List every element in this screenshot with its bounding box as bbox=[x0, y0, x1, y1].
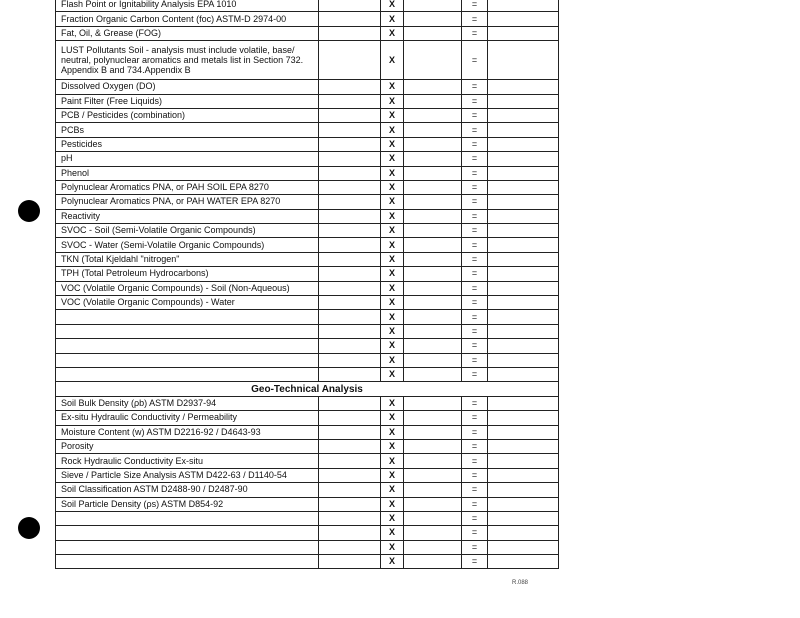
x-mark-cell: X bbox=[381, 166, 404, 180]
analysis-row bbox=[56, 483, 559, 497]
analysis-row bbox=[56, 353, 559, 367]
analysis-name-cell: Fraction Organic Carbon Content (foc) ASTM-D 2974-00 bbox=[56, 12, 319, 26]
equals-cell: = bbox=[462, 26, 488, 40]
analysis-row bbox=[56, 180, 559, 194]
analysis-name-cell bbox=[56, 555, 319, 569]
analysis-name-cell bbox=[56, 367, 319, 381]
equals-cell: = bbox=[462, 41, 488, 80]
blank-cell bbox=[404, 454, 462, 468]
blank-cell bbox=[319, 526, 381, 540]
analysis-row bbox=[56, 123, 559, 137]
section-title: Geo-Technical Analysis bbox=[56, 382, 559, 396]
blank-cell bbox=[404, 296, 462, 310]
analysis-row bbox=[56, 425, 559, 439]
analysis-row bbox=[56, 238, 559, 252]
equals-cell: = bbox=[462, 411, 488, 425]
x-mark-cell: X bbox=[381, 108, 404, 122]
x-mark-cell: X bbox=[381, 41, 404, 80]
blank-cell bbox=[404, 526, 462, 540]
analysis-row bbox=[56, 339, 559, 353]
analysis-row bbox=[56, 540, 559, 554]
analysis-name-cell: LUST Pollutants Soil - analysis must include volatile, base/ neutral, polynuclear aromatics and metals list in Section 732. Appendix B and 734.Appendix B bbox=[56, 41, 319, 80]
blank-cell bbox=[319, 497, 381, 511]
blank-cell bbox=[319, 80, 381, 94]
blank-cell bbox=[319, 454, 381, 468]
blank-cell bbox=[488, 94, 559, 108]
analysis-row bbox=[56, 0, 559, 12]
analysis-name-cell: Reactivity bbox=[56, 209, 319, 223]
section-header-row bbox=[56, 382, 559, 396]
equals-cell: = bbox=[462, 296, 488, 310]
analysis-row bbox=[56, 324, 559, 338]
x-mark-cell: X bbox=[381, 0, 404, 12]
x-mark-cell: X bbox=[381, 123, 404, 137]
blank-cell bbox=[488, 238, 559, 252]
analysis-name-cell: TPH (Total Petroleum Hydrocarbons) bbox=[56, 267, 319, 281]
x-mark-cell: X bbox=[381, 526, 404, 540]
equals-cell: = bbox=[462, 540, 488, 554]
x-mark-cell: X bbox=[381, 94, 404, 108]
blank-cell bbox=[488, 468, 559, 482]
blank-cell bbox=[488, 353, 559, 367]
equals-cell: = bbox=[462, 209, 488, 223]
blank-cell bbox=[319, 94, 381, 108]
equals-cell: = bbox=[462, 353, 488, 367]
blank-cell bbox=[319, 12, 381, 26]
blank-cell bbox=[319, 483, 381, 497]
blank-cell bbox=[319, 281, 381, 295]
x-mark-cell: X bbox=[381, 497, 404, 511]
equals-cell: = bbox=[462, 0, 488, 12]
blank-cell bbox=[404, 195, 462, 209]
analysis-row bbox=[56, 224, 559, 238]
analysis-row bbox=[56, 511, 559, 525]
equals-cell: = bbox=[462, 454, 488, 468]
blank-cell bbox=[319, 166, 381, 180]
blank-cell bbox=[319, 511, 381, 525]
analysis-row bbox=[56, 526, 559, 540]
blank-cell bbox=[488, 195, 559, 209]
analysis-row bbox=[56, 108, 559, 122]
blank-cell bbox=[319, 411, 381, 425]
binder-hole-bottom bbox=[18, 517, 40, 539]
blank-cell bbox=[319, 137, 381, 151]
x-mark-cell: X bbox=[381, 80, 404, 94]
x-mark-cell: X bbox=[381, 439, 404, 453]
blank-cell bbox=[404, 26, 462, 40]
blank-cell bbox=[404, 353, 462, 367]
equals-cell: = bbox=[462, 108, 488, 122]
analysis-name-cell bbox=[56, 540, 319, 554]
blank-cell bbox=[319, 41, 381, 80]
blank-cell bbox=[488, 296, 559, 310]
x-mark-cell: X bbox=[381, 396, 404, 410]
analysis-name-cell: PCBs bbox=[56, 123, 319, 137]
blank-cell bbox=[404, 468, 462, 482]
blank-cell bbox=[488, 12, 559, 26]
analysis-name-cell bbox=[56, 526, 319, 540]
analysis-row bbox=[56, 454, 559, 468]
blank-cell bbox=[488, 267, 559, 281]
x-mark-cell: X bbox=[381, 540, 404, 554]
analysis-row bbox=[56, 439, 559, 453]
analysis-row bbox=[56, 555, 559, 569]
blank-cell bbox=[488, 180, 559, 194]
blank-cell bbox=[404, 425, 462, 439]
blank-cell bbox=[404, 224, 462, 238]
analysis-row bbox=[56, 252, 559, 266]
analysis-name-cell: TKN (Total Kjeldahl "nitrogen" bbox=[56, 252, 319, 266]
equals-cell: = bbox=[462, 367, 488, 381]
blank-cell bbox=[404, 511, 462, 525]
equals-cell: = bbox=[462, 396, 488, 410]
analysis-row bbox=[56, 26, 559, 40]
x-mark-cell: X bbox=[381, 555, 404, 569]
page-code: R.088 bbox=[512, 580, 529, 586]
blank-cell bbox=[319, 425, 381, 439]
analysis-name-cell: Polynuclear Aromatics PNA, or PAH WATER EPA 8270 bbox=[56, 195, 319, 209]
equals-cell: = bbox=[462, 324, 488, 338]
equals-cell: = bbox=[462, 468, 488, 482]
analysis-row bbox=[56, 80, 559, 94]
x-mark-cell: X bbox=[381, 12, 404, 26]
analysis-row bbox=[56, 281, 559, 295]
blank-cell bbox=[319, 310, 381, 324]
blank-cell bbox=[319, 238, 381, 252]
analysis-row bbox=[56, 41, 559, 80]
binder-hole-top bbox=[18, 200, 40, 222]
x-mark-cell: X bbox=[381, 367, 404, 381]
analysis-row bbox=[56, 209, 559, 223]
analysis-name-cell: SVOC - Soil (Semi-Volatile Organic Compounds) bbox=[56, 224, 319, 238]
analysis-row bbox=[56, 310, 559, 324]
equals-cell: = bbox=[462, 526, 488, 540]
equals-cell: = bbox=[462, 267, 488, 281]
analysis-row bbox=[56, 411, 559, 425]
equals-cell: = bbox=[462, 281, 488, 295]
blank-cell bbox=[488, 526, 559, 540]
x-mark-cell: X bbox=[381, 353, 404, 367]
analysis-name-cell: Soil Classification ASTM D2488-90 / D2487-90 bbox=[56, 483, 319, 497]
blank-cell bbox=[488, 281, 559, 295]
x-mark-cell: X bbox=[381, 252, 404, 266]
analysis-name-cell: VOC (Volatile Organic Compounds) - Soil (Non-Aqueous) bbox=[56, 281, 319, 295]
equals-cell: = bbox=[462, 497, 488, 511]
blank-cell bbox=[319, 123, 381, 137]
equals-cell: = bbox=[462, 439, 488, 453]
analysis-name-cell bbox=[56, 353, 319, 367]
x-mark-cell: X bbox=[381, 267, 404, 281]
analysis-name-cell: Paint Filter (Free Liquids) bbox=[56, 94, 319, 108]
blank-cell bbox=[319, 555, 381, 569]
equals-cell: = bbox=[462, 339, 488, 353]
equals-cell: = bbox=[462, 238, 488, 252]
blank-cell bbox=[488, 166, 559, 180]
equals-cell: = bbox=[462, 310, 488, 324]
blank-cell bbox=[319, 108, 381, 122]
blank-cell bbox=[404, 281, 462, 295]
equals-cell: = bbox=[462, 555, 488, 569]
blank-cell bbox=[404, 80, 462, 94]
blank-cell bbox=[488, 497, 559, 511]
analysis-row bbox=[56, 12, 559, 26]
blank-cell bbox=[319, 540, 381, 554]
analysis-row bbox=[56, 396, 559, 410]
analysis-row bbox=[56, 267, 559, 281]
blank-cell bbox=[404, 555, 462, 569]
analysis-name-cell: Porosity bbox=[56, 439, 319, 453]
analysis-row bbox=[56, 497, 559, 511]
blank-cell bbox=[404, 439, 462, 453]
x-mark-cell: X bbox=[381, 468, 404, 482]
x-mark-cell: X bbox=[381, 310, 404, 324]
x-mark-cell: X bbox=[381, 224, 404, 238]
blank-cell bbox=[404, 123, 462, 137]
equals-cell: = bbox=[462, 425, 488, 439]
blank-cell bbox=[488, 137, 559, 151]
analysis-name-cell: Ex-situ Hydraulic Conductivity / Permeability bbox=[56, 411, 319, 425]
equals-cell: = bbox=[462, 152, 488, 166]
blank-cell bbox=[404, 12, 462, 26]
analysis-row bbox=[56, 166, 559, 180]
analysis-name-cell: Fat, Oil, & Grease (FOG) bbox=[56, 26, 319, 40]
x-mark-cell: X bbox=[381, 281, 404, 295]
blank-cell bbox=[319, 195, 381, 209]
analysis-row bbox=[56, 468, 559, 482]
blank-cell bbox=[488, 224, 559, 238]
equals-cell: = bbox=[462, 483, 488, 497]
blank-cell bbox=[319, 224, 381, 238]
blank-cell bbox=[319, 267, 381, 281]
analysis-name-cell: VOC (Volatile Organic Compounds) - Water bbox=[56, 296, 319, 310]
x-mark-cell: X bbox=[381, 296, 404, 310]
equals-cell: = bbox=[462, 180, 488, 194]
analysis-name-cell bbox=[56, 324, 319, 338]
x-mark-cell: X bbox=[381, 324, 404, 338]
equals-cell: = bbox=[462, 137, 488, 151]
analysis-name-cell: Rock Hydraulic Conductivity Ex-situ bbox=[56, 454, 319, 468]
analysis-name-cell: Moisture Content (w) ASTM D2216-92 / D4643-93 bbox=[56, 425, 319, 439]
analysis-name-cell: Soil Particle Density (ρs) ASTM D854-92 bbox=[56, 497, 319, 511]
equals-cell: = bbox=[462, 224, 488, 238]
blank-cell bbox=[488, 483, 559, 497]
analysis-row bbox=[56, 195, 559, 209]
blank-cell bbox=[404, 324, 462, 338]
blank-cell bbox=[488, 252, 559, 266]
analysis-name-cell: Soil Bulk Density (ρb) ASTM D2937-94 bbox=[56, 396, 319, 410]
analysis-row bbox=[56, 152, 559, 166]
blank-cell bbox=[404, 411, 462, 425]
analysis-row bbox=[56, 296, 559, 310]
blank-cell bbox=[488, 439, 559, 453]
blank-cell bbox=[488, 555, 559, 569]
analysis-name-cell bbox=[56, 339, 319, 353]
analysis-name-cell: Flash Point or Ignitability Analysis EPA 1010 bbox=[56, 0, 319, 12]
blank-cell bbox=[488, 324, 559, 338]
analysis-name-cell: Sieve / Particle Size Analysis ASTM D422-63 / D1140-54 bbox=[56, 468, 319, 482]
blank-cell bbox=[404, 483, 462, 497]
analysis-name-cell: SVOC - Water (Semi-Volatile Organic Compounds) bbox=[56, 238, 319, 252]
blank-cell bbox=[404, 267, 462, 281]
blank-cell bbox=[404, 540, 462, 554]
blank-cell bbox=[404, 367, 462, 381]
analysis-name-cell: Pesticides bbox=[56, 137, 319, 151]
blank-cell bbox=[488, 540, 559, 554]
analysis-name-cell: Dissolved Oxygen (DO) bbox=[56, 80, 319, 94]
blank-cell bbox=[404, 41, 462, 80]
blank-cell bbox=[488, 310, 559, 324]
blank-cell bbox=[319, 339, 381, 353]
x-mark-cell: X bbox=[381, 152, 404, 166]
analysis-row bbox=[56, 137, 559, 151]
x-mark-cell: X bbox=[381, 26, 404, 40]
blank-cell bbox=[488, 152, 559, 166]
equals-cell: = bbox=[462, 12, 488, 26]
blank-cell bbox=[319, 180, 381, 194]
blank-cell bbox=[319, 439, 381, 453]
analysis-table bbox=[55, 0, 559, 569]
equals-cell: = bbox=[462, 511, 488, 525]
blank-cell bbox=[404, 310, 462, 324]
blank-cell bbox=[404, 0, 462, 12]
x-mark-cell: X bbox=[381, 137, 404, 151]
blank-cell bbox=[404, 180, 462, 194]
blank-cell bbox=[488, 108, 559, 122]
blank-cell bbox=[488, 41, 559, 80]
blank-cell bbox=[319, 0, 381, 12]
equals-cell: = bbox=[462, 94, 488, 108]
blank-cell bbox=[319, 209, 381, 223]
analysis-row bbox=[56, 94, 559, 108]
blank-cell bbox=[404, 497, 462, 511]
blank-cell bbox=[488, 209, 559, 223]
equals-cell: = bbox=[462, 123, 488, 137]
analysis-name-cell bbox=[56, 511, 319, 525]
blank-cell bbox=[404, 152, 462, 166]
blank-cell bbox=[319, 296, 381, 310]
blank-cell bbox=[488, 80, 559, 94]
blank-cell bbox=[488, 425, 559, 439]
x-mark-cell: X bbox=[381, 411, 404, 425]
blank-cell bbox=[488, 339, 559, 353]
blank-cell bbox=[319, 324, 381, 338]
equals-cell: = bbox=[462, 195, 488, 209]
x-mark-cell: X bbox=[381, 180, 404, 194]
blank-cell bbox=[319, 468, 381, 482]
analysis-name-cell: pH bbox=[56, 152, 319, 166]
blank-cell bbox=[488, 396, 559, 410]
equals-cell: = bbox=[462, 166, 488, 180]
blank-cell bbox=[404, 339, 462, 353]
x-mark-cell: X bbox=[381, 339, 404, 353]
blank-cell bbox=[404, 209, 462, 223]
blank-cell bbox=[319, 152, 381, 166]
blank-cell bbox=[404, 166, 462, 180]
blank-cell bbox=[404, 108, 462, 122]
analysis-name-cell bbox=[56, 310, 319, 324]
blank-cell bbox=[488, 454, 559, 468]
blank-cell bbox=[488, 26, 559, 40]
equals-cell: = bbox=[462, 80, 488, 94]
x-mark-cell: X bbox=[381, 454, 404, 468]
blank-cell bbox=[488, 411, 559, 425]
blank-cell bbox=[319, 353, 381, 367]
analysis-name-cell: Polynuclear Aromatics PNA, or PAH SOIL EPA 8270 bbox=[56, 180, 319, 194]
blank-cell bbox=[319, 26, 381, 40]
blank-cell bbox=[404, 137, 462, 151]
x-mark-cell: X bbox=[381, 425, 404, 439]
blank-cell bbox=[404, 396, 462, 410]
analysis-name-cell: Phenol bbox=[56, 166, 319, 180]
blank-cell bbox=[404, 238, 462, 252]
blank-cell bbox=[488, 123, 559, 137]
x-mark-cell: X bbox=[381, 238, 404, 252]
x-mark-cell: X bbox=[381, 209, 404, 223]
x-mark-cell: X bbox=[381, 195, 404, 209]
blank-cell bbox=[488, 0, 559, 12]
analysis-name-cell: PCB / Pesticides (combination) bbox=[56, 108, 319, 122]
blank-cell bbox=[319, 396, 381, 410]
blank-cell bbox=[488, 511, 559, 525]
blank-cell bbox=[404, 94, 462, 108]
equals-cell: = bbox=[462, 252, 488, 266]
blank-cell bbox=[319, 367, 381, 381]
x-mark-cell: X bbox=[381, 511, 404, 525]
blank-cell bbox=[488, 367, 559, 381]
analysis-row bbox=[56, 367, 559, 381]
blank-cell bbox=[319, 252, 381, 266]
x-mark-cell: X bbox=[381, 483, 404, 497]
blank-cell bbox=[404, 252, 462, 266]
